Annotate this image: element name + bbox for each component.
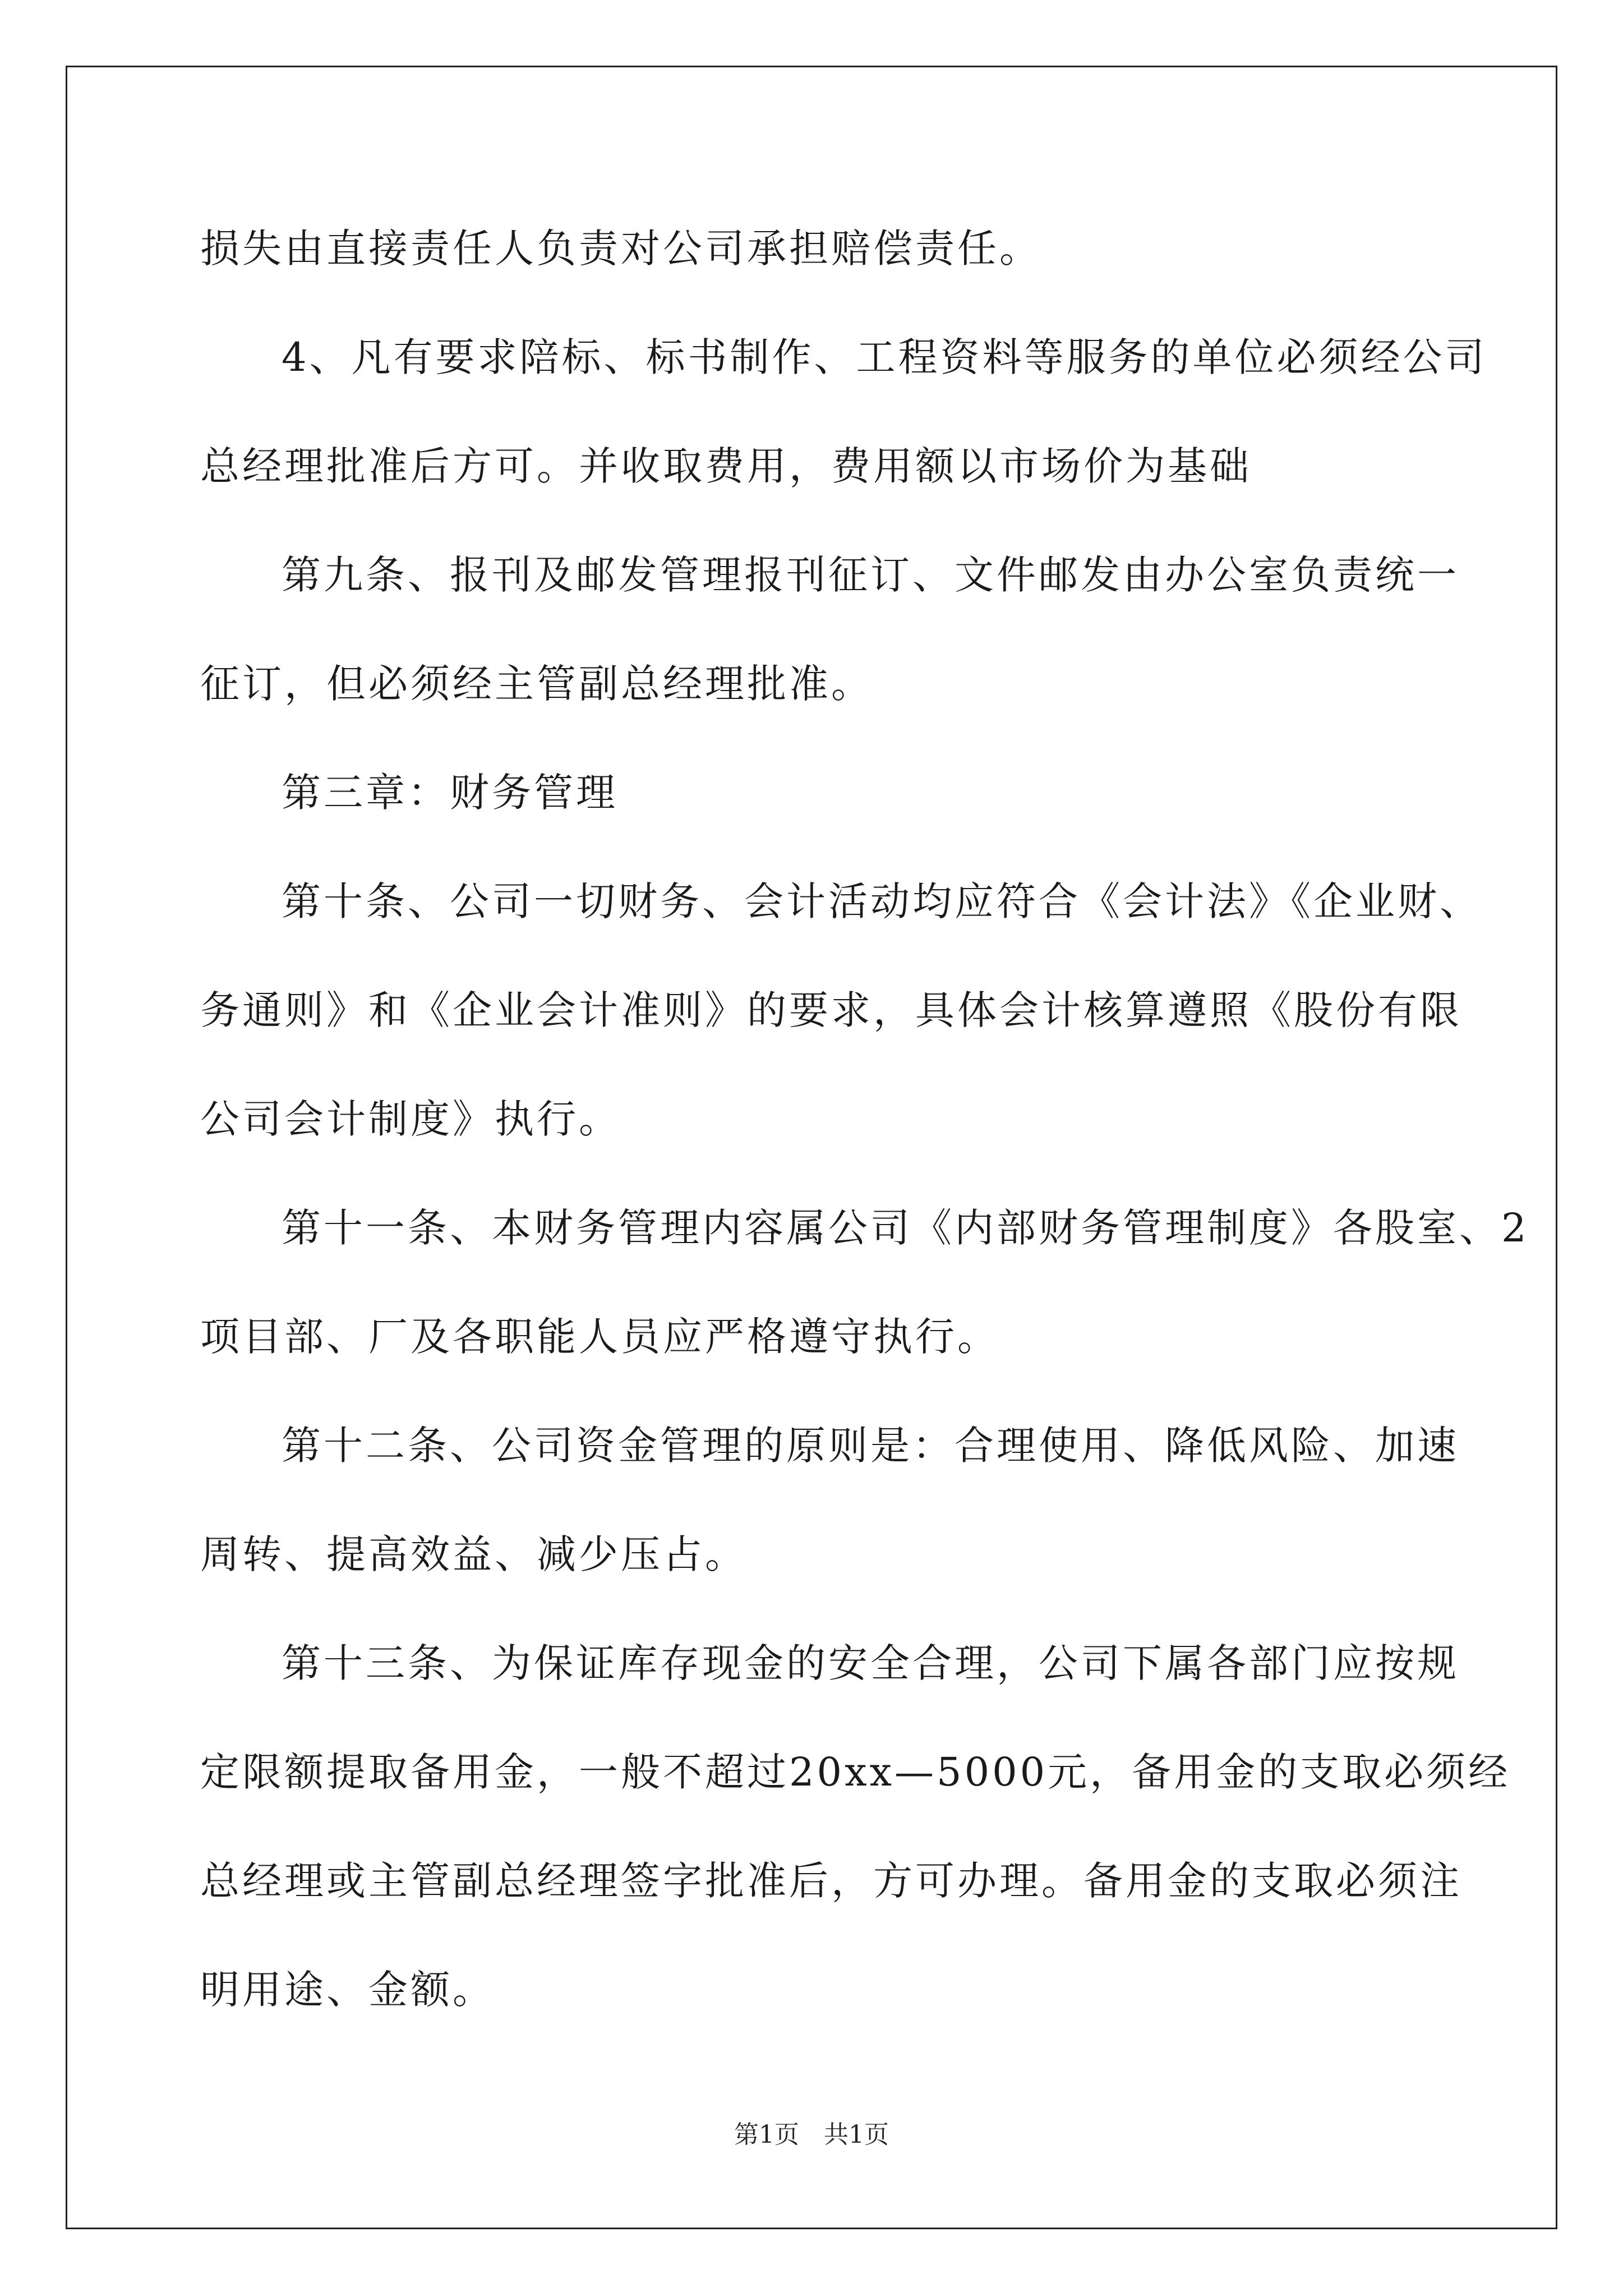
text-line: 项目部、厂及各职能人员应严格遵守执行。 — [200, 1314, 999, 1360]
text-line: 明用途、金额。 — [200, 1967, 495, 2013]
text-line: 周转、提高效益、减少压占。 — [200, 1531, 747, 1577]
text-line: 第十二条、公司资金管理的原则是：合理使用、降低风险、加速 — [282, 1423, 1459, 1469]
text-line: 4、凡有要求陪标、标书制作、工程资料等服务的单位必须经公司 — [282, 334, 1487, 380]
text-line: 公司会计制度》执行。 — [200, 1096, 621, 1142]
text-line: 定限额提取备用金，一般不超过20xx—5000元，备用金的支取必须经 — [200, 1749, 1511, 1795]
text-line: 第十三条、为保证库存现金的安全合理，公司下属各部门应按规 — [282, 1640, 1459, 1686]
text-line: 第十条、公司一切财务、会计活动均应符合《会计法》《企业财、 — [282, 878, 1482, 924]
text-line: 第九条、报刊及邮发管理报刊征订、文件邮发由办公室负责统一 — [282, 552, 1459, 598]
text-line: 征订，但必须经主管副总经理批准。 — [200, 661, 873, 707]
text-line: 损失由直接责任人负责对公司承担赔偿责任。 — [200, 226, 1041, 272]
text-line: 总经理或主管副总经理签字批准后，方可办理。备用金的支取必须注 — [200, 1858, 1462, 1904]
page-number-footer: 第1页 共1页 — [734, 2120, 889, 2149]
text-line: 总经理批准后方可。并收取费用，费用额以市场价为基础 — [200, 443, 1252, 489]
text-line: 第十一条、本财务管理内容属公司《内部财务管理制度》各股室、2 — [282, 1205, 1529, 1251]
text-line: 务通则》和《企业会计准则》的要求，具体会计核算遵照《股份有限 — [200, 987, 1462, 1033]
section-heading: 第三章：财务管理 — [282, 770, 618, 816]
